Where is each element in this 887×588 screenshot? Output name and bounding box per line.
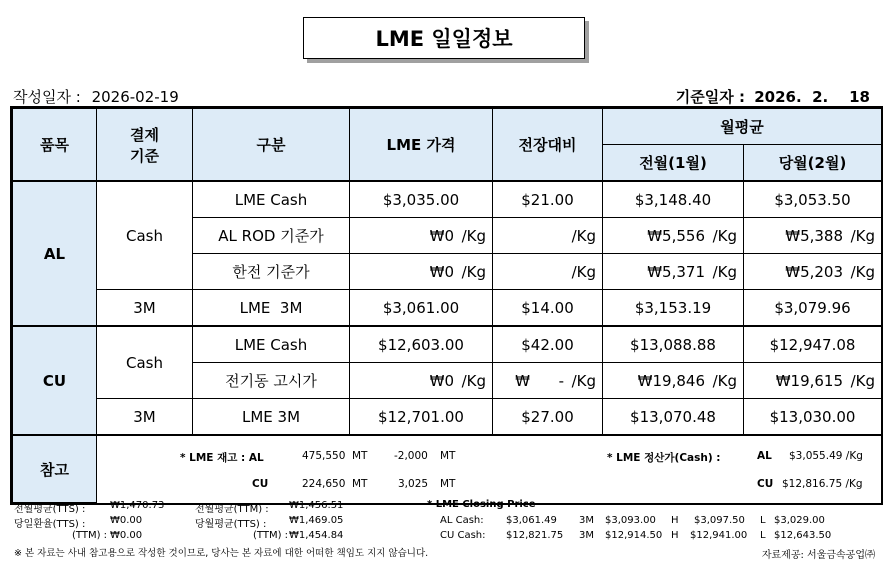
al-row-prev <box>603 218 744 254</box>
closing-title: * LME Closing Price <box>427 499 536 510</box>
settle-al-label: AL <box>757 450 772 462</box>
reference-content <box>97 435 882 503</box>
page-title <box>303 17 585 59</box>
al-stock-change-unit: MT <box>440 450 456 462</box>
cu-row-cur <box>744 363 882 399</box>
stock-label: * LME 재고 : AL <box>180 452 264 464</box>
value: ₩19,846 <box>637 371 705 390</box>
unit: /Kg <box>850 226 876 245</box>
al-row-diff <box>493 218 603 254</box>
cu-stock-unit: MT <box>352 478 368 490</box>
al-cash-settle: Cash <box>97 181 193 290</box>
al-row-name: LME 3M <box>193 290 350 327</box>
unit: /Kg <box>712 262 737 281</box>
unit: /Kg <box>850 262 876 281</box>
unit: /Kg <box>461 371 486 390</box>
table-row <box>13 290 882 327</box>
al-row-price <box>350 218 493 254</box>
cu-row-diff <box>493 363 603 399</box>
cu-row-diff: $27.00 <box>493 399 603 436</box>
al-row-cur <box>744 254 882 290</box>
header-this-month: 당월(2월) <box>744 145 882 182</box>
footer-cur-ttm-label: (TTM) : <box>253 530 289 541</box>
footer-cur-ttm-value: ₩1,454.84 <box>289 530 344 541</box>
closing-cu-h: $12,941.00 <box>690 530 748 541</box>
value: ₩5,556 <box>647 226 705 245</box>
base-date-value: 2026. 2. 18 <box>754 88 870 106</box>
value: ₩5,203 <box>785 262 844 281</box>
cu-row-prev: $13,070.48 <box>603 399 744 436</box>
cu-cash-settle: Cash <box>97 326 193 399</box>
al-stock-unit: MT <box>352 450 368 462</box>
cu-row-prev <box>603 363 744 399</box>
closing-cu-3m-label: 3M <box>579 530 594 541</box>
closing-al-3m: $3,093.00 <box>605 515 656 526</box>
closing-cu-cash: $12,821.75 <box>506 530 564 541</box>
footer-prev-tts-value: ₩1,470.73 <box>110 500 165 511</box>
cu-row-prev: $13,088.88 <box>603 326 744 363</box>
settle-al-value: $3,055.49 /Kg <box>789 450 863 462</box>
header-category: 구분 <box>193 109 350 182</box>
al-row-name: AL ROD 기준가 <box>193 218 350 254</box>
cu-stock-label: CU <box>252 478 269 490</box>
settle-label: * LME 정산가(Cash) : <box>607 452 721 464</box>
header-lme-price: LME 가격 <box>350 109 493 182</box>
closing-al-l: $3,029.00 <box>774 515 825 526</box>
al-row-price: $3,035.00 <box>350 181 493 218</box>
closing-al-h: $3,097.50 <box>694 515 745 526</box>
cu-row-price: $12,701.00 <box>350 399 493 436</box>
date-written <box>13 86 179 107</box>
cu-stock-change: 3,025 <box>398 478 429 490</box>
closing-cu-l: $12,643.50 <box>774 530 832 541</box>
base-date-label: 기준일자 : <box>675 88 745 106</box>
page-title-text: LME 일일정보 <box>375 27 513 51</box>
cu-stock-change-unit: MT <box>440 478 456 490</box>
settle-cu-value: $12,816.75 /Kg <box>782 478 863 490</box>
data-source: 자료제공: 서울금속공업㈜ <box>761 550 875 561</box>
closing-al-3m-label: 3M <box>579 515 594 526</box>
value: ₩19,615 <box>775 371 844 390</box>
al-row-diff: $21.00 <box>493 181 603 218</box>
unit: /Kg <box>461 262 486 281</box>
lme-price-table <box>10 106 883 505</box>
footer-prev-ttm-label: 전월평균(TTM) : <box>195 504 269 515</box>
al-row-cur: $3,053.50 <box>744 181 882 218</box>
al-row-prev <box>603 254 744 290</box>
value: ₩0 <box>429 262 454 281</box>
footer-prev-tts-label: 전월평균(TTS) : <box>14 504 86 515</box>
item-cu: CU <box>13 326 97 435</box>
header-prev-month: 전월(1월) <box>603 145 744 182</box>
cu-row-diff: $42.00 <box>493 326 603 363</box>
reference-row <box>13 435 882 503</box>
footer-prev-ttm-value: ₩1,456.51 <box>289 500 344 511</box>
footer-today-tts-label: 당일환율(TTS) : <box>14 519 86 530</box>
value: ₩5,371 <box>647 262 705 281</box>
date-written-label: 작성일자 : <box>13 88 81 106</box>
settle-cu-label: CU <box>757 478 774 490</box>
unit: /Kg <box>571 371 596 390</box>
cu-3m-settle: 3M <box>97 399 193 436</box>
header-settle-line2: 기준 <box>130 146 159 165</box>
cu-row-price <box>350 363 493 399</box>
al-row-diff: $14.00 <box>493 290 603 327</box>
value: ₩0 <box>429 371 454 390</box>
value: ₩ - <box>515 371 564 390</box>
cu-row-cur: $12,947.08 <box>744 326 882 363</box>
reference-label: 참고 <box>13 435 97 503</box>
al-3m-settle: 3M <box>97 290 193 327</box>
base-date <box>676 86 870 107</box>
header-monthly-avg: 월평균 <box>603 109 882 145</box>
al-row-diff <box>493 254 603 290</box>
al-row-price <box>350 254 493 290</box>
footer-today-ttm-label: (TTM) : <box>72 530 108 541</box>
cu-stock: 224,650 <box>302 478 346 490</box>
unit: /Kg <box>571 226 596 245</box>
closing-cu-h-label: H <box>671 530 679 541</box>
disclaimer: ※ 본 자료는 사내 참고용으로 작성한 것이므로, 당사는 본 자료에 대한 어떠한 책임도 지지 않습니다. <box>14 548 429 559</box>
footer-cur-tts-label: 당월평균(TTS) : <box>195 519 267 530</box>
closing-cu-l-label: L <box>760 530 766 541</box>
value: ₩5,388 <box>785 226 844 245</box>
closing-cu-3m: $12,914.50 <box>605 530 663 541</box>
footer-today-ttm-value: ₩0.00 <box>110 530 143 541</box>
table-row <box>13 399 882 436</box>
al-row-cur <box>744 218 882 254</box>
al-stock: 475,550 <box>302 450 346 462</box>
header-prev-diff: 전장대비 <box>493 109 603 182</box>
table-row <box>13 326 882 363</box>
closing-cu-cash-label: CU Cash: <box>440 530 486 541</box>
al-row-prev: $3,153.19 <box>603 290 744 327</box>
header-item: 품목 <box>13 109 97 182</box>
al-row-cur: $3,079.96 <box>744 290 882 327</box>
date-written-value: 2026-02-19 <box>91 88 179 106</box>
al-row-prev: $3,148.40 <box>603 181 744 218</box>
header-row-1 <box>13 109 882 145</box>
item-al: AL <box>13 181 97 326</box>
al-row-name: LME Cash <box>193 181 350 218</box>
cu-row-price: $12,603.00 <box>350 326 493 363</box>
unit: /Kg <box>850 371 876 390</box>
value: ₩0 <box>429 226 454 245</box>
al-row-price: $3,061.00 <box>350 290 493 327</box>
unit: /Kg <box>712 371 737 390</box>
unit: /Kg <box>571 262 596 281</box>
table-row <box>13 181 882 218</box>
cu-row-name: LME 3M <box>193 399 350 436</box>
cu-row-cur: $13,030.00 <box>744 399 882 436</box>
al-stock-change: -2,000 <box>394 450 428 462</box>
unit: /Kg <box>461 226 486 245</box>
cu-row-name: LME Cash <box>193 326 350 363</box>
closing-al-h-label: H <box>671 515 679 526</box>
cu-row-name: 전기동 고시가 <box>193 363 350 399</box>
closing-al-cash: $3,061.49 <box>506 515 557 526</box>
closing-al-l-label: L <box>760 515 766 526</box>
al-row-name: 한전 기준가 <box>193 254 350 290</box>
footer-today-tts-value: ₩0.00 <box>110 515 143 526</box>
footer-cur-tts-value: ₩1,469.05 <box>289 515 344 526</box>
unit: /Kg <box>712 226 737 245</box>
header-settle-line1: 결제 <box>130 125 159 144</box>
closing-al-cash-label: AL Cash: <box>440 515 484 526</box>
header-settle <box>97 109 193 182</box>
